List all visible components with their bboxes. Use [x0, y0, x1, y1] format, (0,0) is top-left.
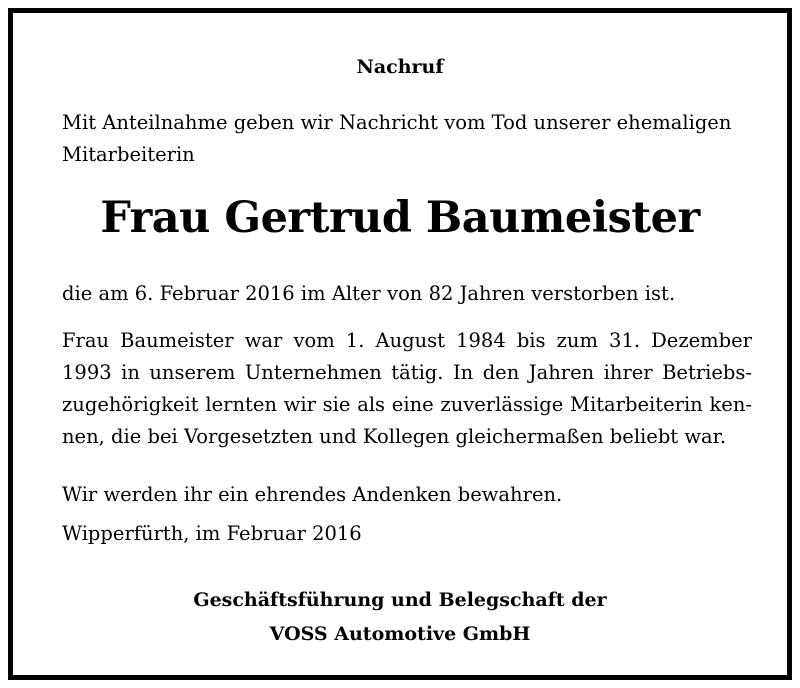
notice-heading: Nachruf	[356, 56, 444, 78]
signature-line-1: Geschäftsführung und Belegschaft der	[193, 589, 607, 611]
obituary-notice	[8, 8, 792, 680]
death-date-text: die am 6. Februar 2016 im Alter von 82 Jahren verstorben ist.	[62, 282, 676, 305]
intro-text: Mit Anteilnahme geben wir Nachricht vom Tod unserer ehemaligen Mitarbeiterin	[62, 111, 732, 166]
career-text: Frau Baumeister war vom 1. August 1984 bis zum 31. Dezember 1993 in unserem Unternehmen tätig. In den Jahren ihrer Betriebszugehörigkeit lernten wir sie als eine zuverlässige Mitarbeiterin kennen, die bei Vorgesetzten und Kollegen gleichermaßen beliebt war.	[62, 329, 752, 448]
signature-company: VOSS Automotive GmbH	[269, 623, 531, 645]
place-date-text: Wipperfürth, im Februar 2016	[62, 522, 362, 545]
signature-block	[13, 583, 787, 651]
deceased-name: Frau Gertrud Baumeister	[100, 193, 700, 243]
remembrance-text: Wir werden ihr ein ehrendes Andenken bewahren.	[62, 483, 563, 506]
